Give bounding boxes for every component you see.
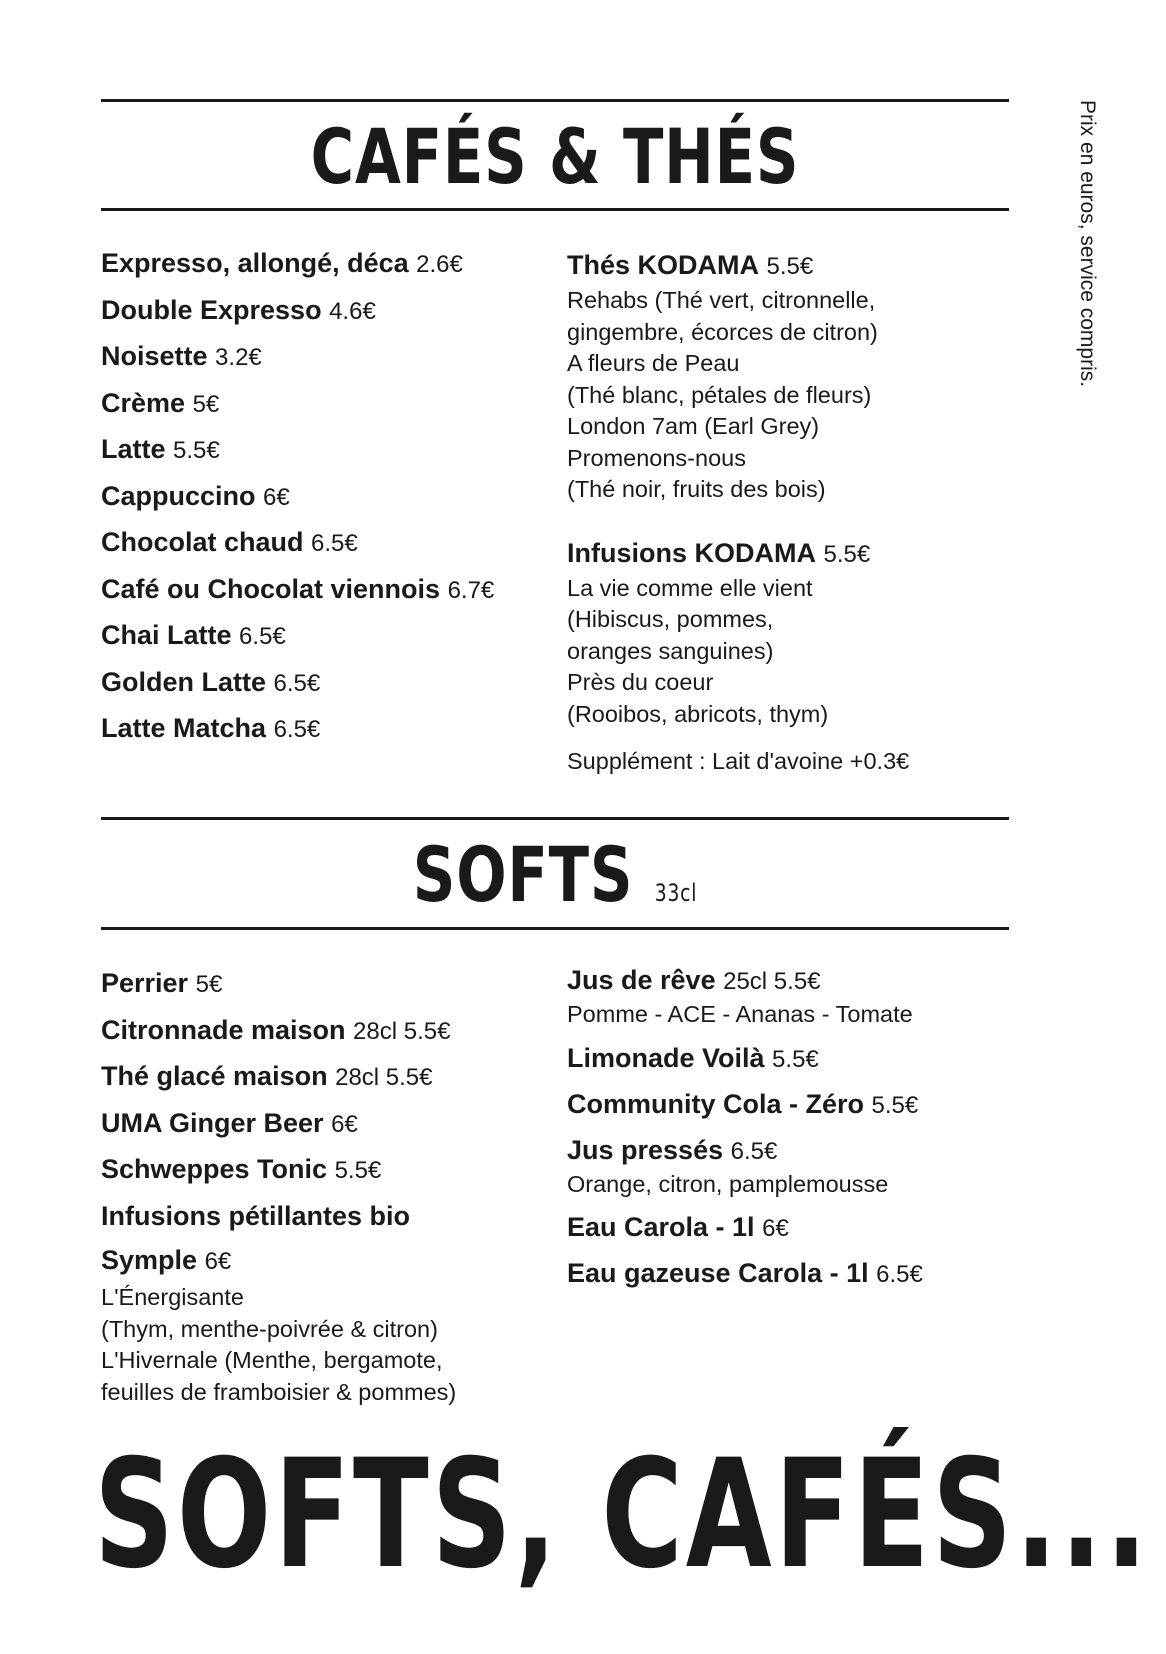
list-item: Crème 5€ [101,387,220,418]
list-item: Golden Latte 6.5€ [101,666,321,697]
list-item: Symple 6€ [101,1245,232,1275]
list-item: Chocolat chaud 6.5€ [101,527,358,557]
list-item-sub: Pomme - ACE - Ananas - Tomate [567,1001,913,1027]
top-rule [101,99,1009,102]
softs-rule-bottom [101,927,1009,930]
softs-title: SOFTS [412,830,634,919]
list-item: Jus pressés 6.5€ [567,1134,778,1165]
thes-heading: Thés KODAMA 5.5€ [567,250,814,280]
softs-right-list [567,963,923,1292]
supplement-note: Supplément : Lait d'avoine +0.3€ [567,748,910,774]
list-item: Citronnade maison 28cl 5.5€ [101,1014,451,1045]
list-item: Cappuccino 6€ [101,480,290,511]
cafes-right-list [567,247,909,778]
list-item: Thé glacé maison 28cl 5.5€ [101,1061,433,1091]
cafes-left-list [101,241,494,753]
thes-line: London 7am (Earl Grey) [567,413,820,439]
thes-line: gingembre, écorces de citron) [567,318,878,345]
list-item: Infusions pétillantes bio [101,1200,411,1231]
list-item: Latte Matcha 6.5€ [101,713,321,743]
symple-line: L'Hivernale (Menthe, bergamote, [101,1347,443,1373]
symple-line: feuilles de framboisier & pommes) [101,1378,457,1405]
infusions-heading: Infusions KODAMA 5.5€ [567,537,871,568]
softs-unit: 33cl [654,879,698,907]
list-item: Noisette 3.2€ [101,341,262,371]
list-item: Latte 5.5€ [101,434,220,464]
list-item: Double Expresso 4.6€ [101,294,376,325]
list-item: Community Cola - Zéro 5.5€ [567,1088,919,1119]
softs-rule-top [101,817,1009,820]
list-item: UMA Ginger Beer 6€ [101,1107,358,1138]
symple-line: L'Énergisante [101,1284,244,1310]
thes-line: (Thé noir, fruits des bois) [567,476,826,502]
infusions-line: (Hibiscus, pommes, [567,606,774,632]
list-item: Limonade Voilà 5.5€ [567,1042,819,1073]
list-item-sub: Orange, citron, pamplemousse [567,1170,889,1197]
infusions-line: oranges sanguines) [567,637,774,664]
thes-line: (Thé blanc, pétales de fleurs) [567,381,872,408]
footer-title: SOFTS, CAFÉS... [94,1428,1151,1602]
list-item: Expresso, allongé, déca 2.6€ [101,248,463,278]
cafes-rule [101,208,1009,211]
list-item: Café ou Chocolat viennois 6.7€ [101,573,495,604]
list-item: Jus de rêve 25cl 5.5€ [567,965,821,995]
infusions-line: (Rooibos, abricots, thym) [567,700,829,727]
infusions-line: La vie comme elle vient [567,574,813,601]
infusions-line: Près du coeur [567,669,714,695]
list-item: Perrier 5€ [101,968,223,998]
symple-line: (Thym, menthe-poivrée & citron) [101,1315,438,1342]
thes-line: Promenons-nous [567,444,746,471]
softs-title-wrap [201,830,909,938]
softs-left-list [101,961,456,1408]
thes-line: A fleurs de Peau [567,350,740,376]
list-item: Eau gazeuse Carola - 1l 6.5€ [567,1258,923,1288]
thes-line: Rehabs (Thé vert, citronnelle, [567,287,876,313]
list-item: Eau Carola - 1l 6€ [567,1212,789,1242]
cafes-title: CAFÉS & THÉS [310,112,800,201]
side-note: Prix en euros, service compris. [1076,100,1099,388]
list-item: Chai Latte 6.5€ [101,620,286,650]
list-item: Schweppes Tonic 5.5€ [101,1154,382,1184]
